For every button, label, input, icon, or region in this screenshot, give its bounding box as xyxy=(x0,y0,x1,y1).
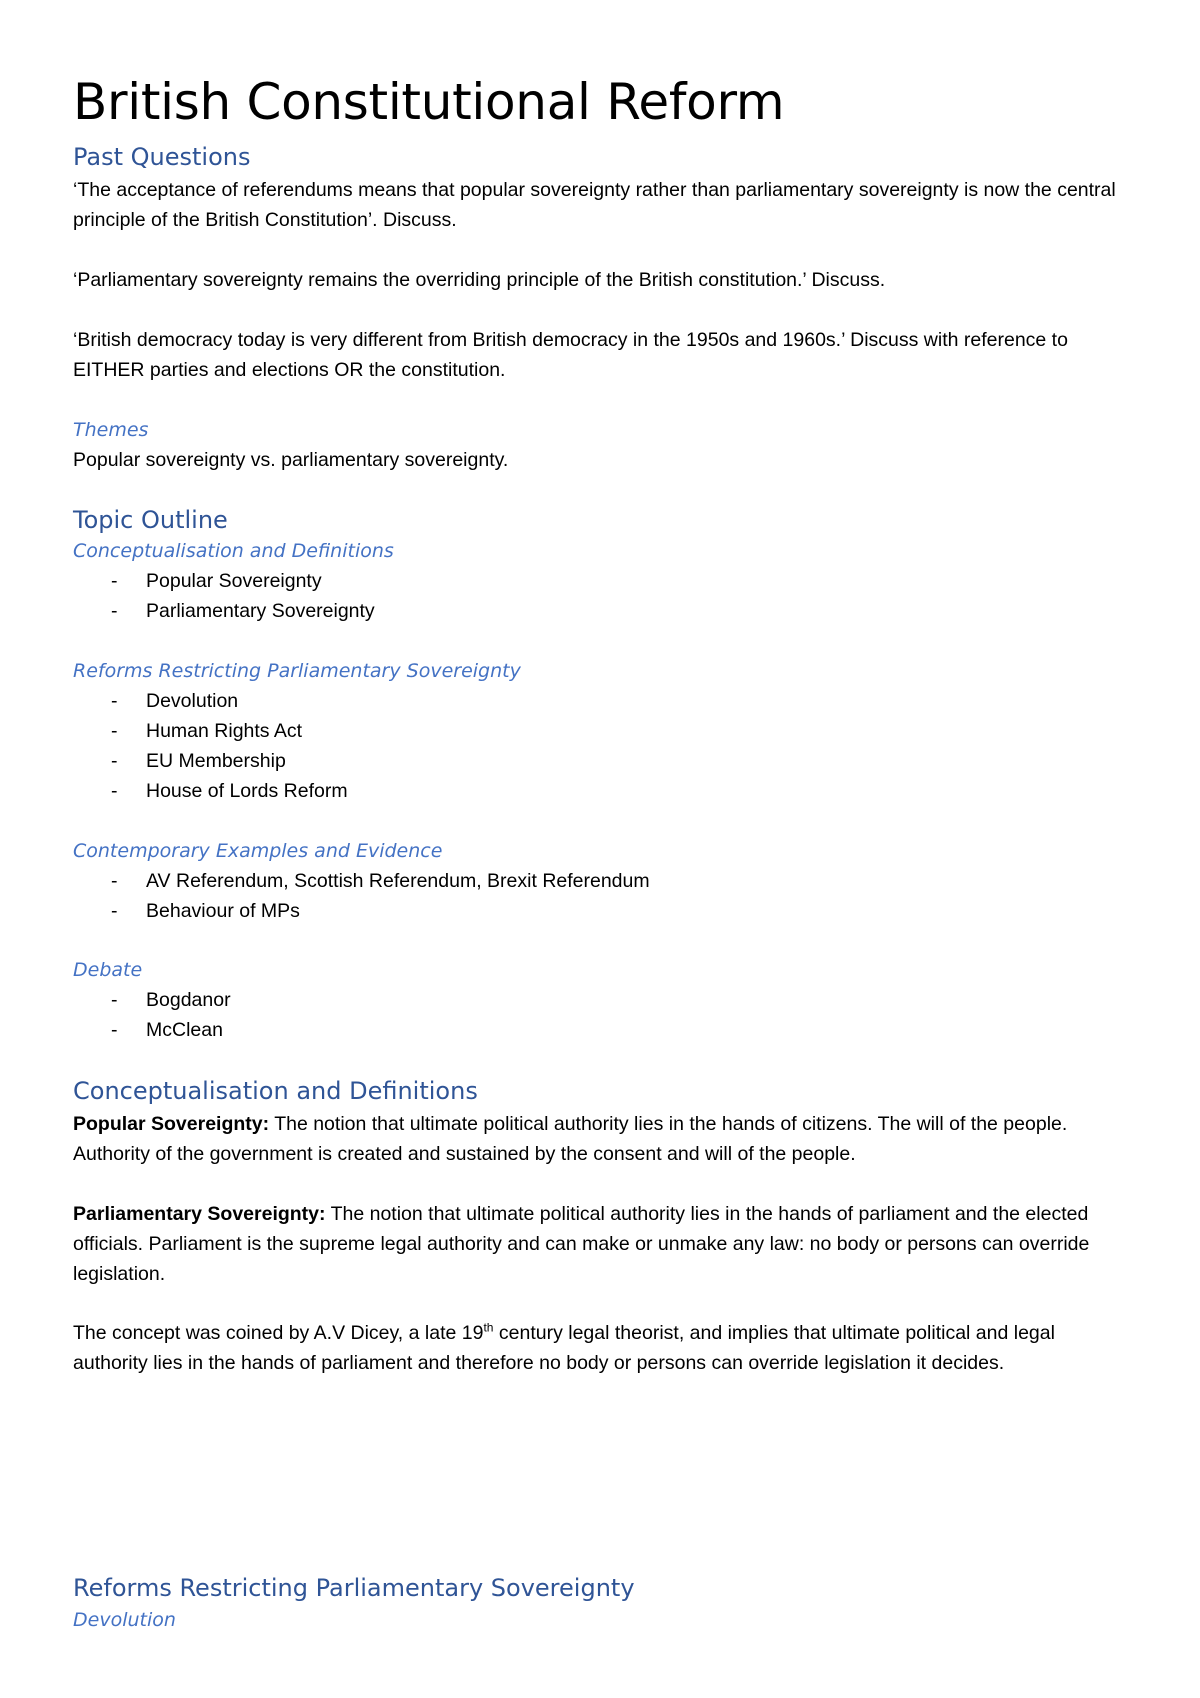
list-item-text: Bogdanor xyxy=(146,989,231,1011)
list-item-text: Behaviour of MPs xyxy=(146,900,300,922)
reforms-heading: Reforms Restricting Parliamentary Sovereignty xyxy=(73,1574,635,1602)
list-item xyxy=(73,716,1143,746)
dash-bullet: - xyxy=(111,720,118,742)
list-item-text: EU Membership xyxy=(146,750,286,772)
document-title: British Constitutional Reform xyxy=(73,73,785,131)
outline-section-heading: Reforms Restricting Parliamentary Sovereignty xyxy=(73,660,521,682)
past-questions-heading: Past Questions xyxy=(73,143,251,171)
outline-list xyxy=(73,866,1143,926)
parliamentary-sovereignty-definition xyxy=(73,1199,1143,1289)
question-2: ‘Parliamentary sovereignty remains the overriding principle of the British constitution.’ Discuss. xyxy=(73,269,886,291)
themes-heading: Themes xyxy=(73,419,149,441)
list-item-text: Human Rights Act xyxy=(146,720,303,742)
list-item-text: House of Lords Reform xyxy=(146,780,348,802)
dash-bullet: - xyxy=(111,600,118,622)
themes-text: Popular sovereignty vs. parliamentary sovereignty. xyxy=(73,449,509,471)
outline-list xyxy=(73,985,1143,1045)
definition-text: The notion that ultimate political authority lies in the hands of citizens. The will of the people. Authority of the government is created and sustained by the consent and will of the people. xyxy=(73,1113,1068,1165)
question-1: ‘The acceptance of referendums means that popular sovereignty rather than parliamentary sovereignty is now the central principle of the British Constitution’. Discuss. xyxy=(73,179,1116,231)
dash-bullet: - xyxy=(111,780,118,802)
devolution-subheading: Devolution xyxy=(73,1609,176,1631)
list-item xyxy=(73,866,1143,896)
outline-section-heading: Debate xyxy=(73,959,143,981)
list-item-text: AV Referendum, Scottish Referendum, Brexit Referendum xyxy=(146,870,650,892)
definition-term: Popular Sovereignty: xyxy=(73,1113,270,1135)
list-item-text: Devolution xyxy=(146,690,239,712)
topic-outline-heading: Topic Outline xyxy=(73,506,228,534)
list-item xyxy=(73,896,1143,926)
dash-bullet: - xyxy=(111,570,118,592)
list-item-text: Popular Sovereignty xyxy=(146,570,322,592)
popular-sovereignty-definition xyxy=(73,1109,1143,1169)
dash-bullet: - xyxy=(111,750,118,772)
paragraph-text: The concept was coined by A.V Dicey, a late 19 xyxy=(73,1322,484,1344)
list-item xyxy=(73,566,1143,596)
question-3: ‘British democracy today is very different from British democracy in the 1950s and 1960s.’ Discuss with reference to EITHER parties and elections OR the constitution. xyxy=(73,329,1068,381)
superscript: th xyxy=(483,1320,494,1335)
outline-list xyxy=(73,566,1143,626)
list-item xyxy=(73,776,1143,806)
list-item xyxy=(73,746,1143,776)
dash-bullet: - xyxy=(111,1019,118,1041)
list-item-text: McClean xyxy=(146,1019,223,1041)
dash-bullet: - xyxy=(111,900,118,922)
outline-list xyxy=(73,686,1143,806)
definition-text: The notion that ultimate political authority lies in the hands of parliament and the elected officials. Parliament is the supreme legal authority and can make or unmake any law: no body or persons can override legislation. xyxy=(73,1203,1090,1285)
list-item xyxy=(73,1015,1143,1045)
dash-bullet: - xyxy=(111,690,118,712)
list-item-text: Parliamentary Sovereignty xyxy=(146,600,375,622)
paragraph-text: century legal theorist, and implies that ultimate political and legal authority lies in the hands of parliament and therefore no body or persons can override legislation it decides. xyxy=(73,1322,1055,1374)
definition-term: Parliamentary Sovereignty: xyxy=(73,1203,326,1225)
list-item xyxy=(73,596,1143,626)
definitions-heading: Conceptualisation and Definitions xyxy=(73,1077,478,1105)
list-item xyxy=(73,985,1143,1015)
dash-bullet: - xyxy=(111,870,118,892)
dash-bullet: - xyxy=(111,989,118,1011)
list-item xyxy=(73,686,1143,716)
outline-section-heading: Conceptualisation and Definitions xyxy=(73,540,394,562)
outline-section-heading: Contemporary Examples and Evidence xyxy=(73,840,443,862)
dicey-paragraph xyxy=(73,1318,1123,1378)
